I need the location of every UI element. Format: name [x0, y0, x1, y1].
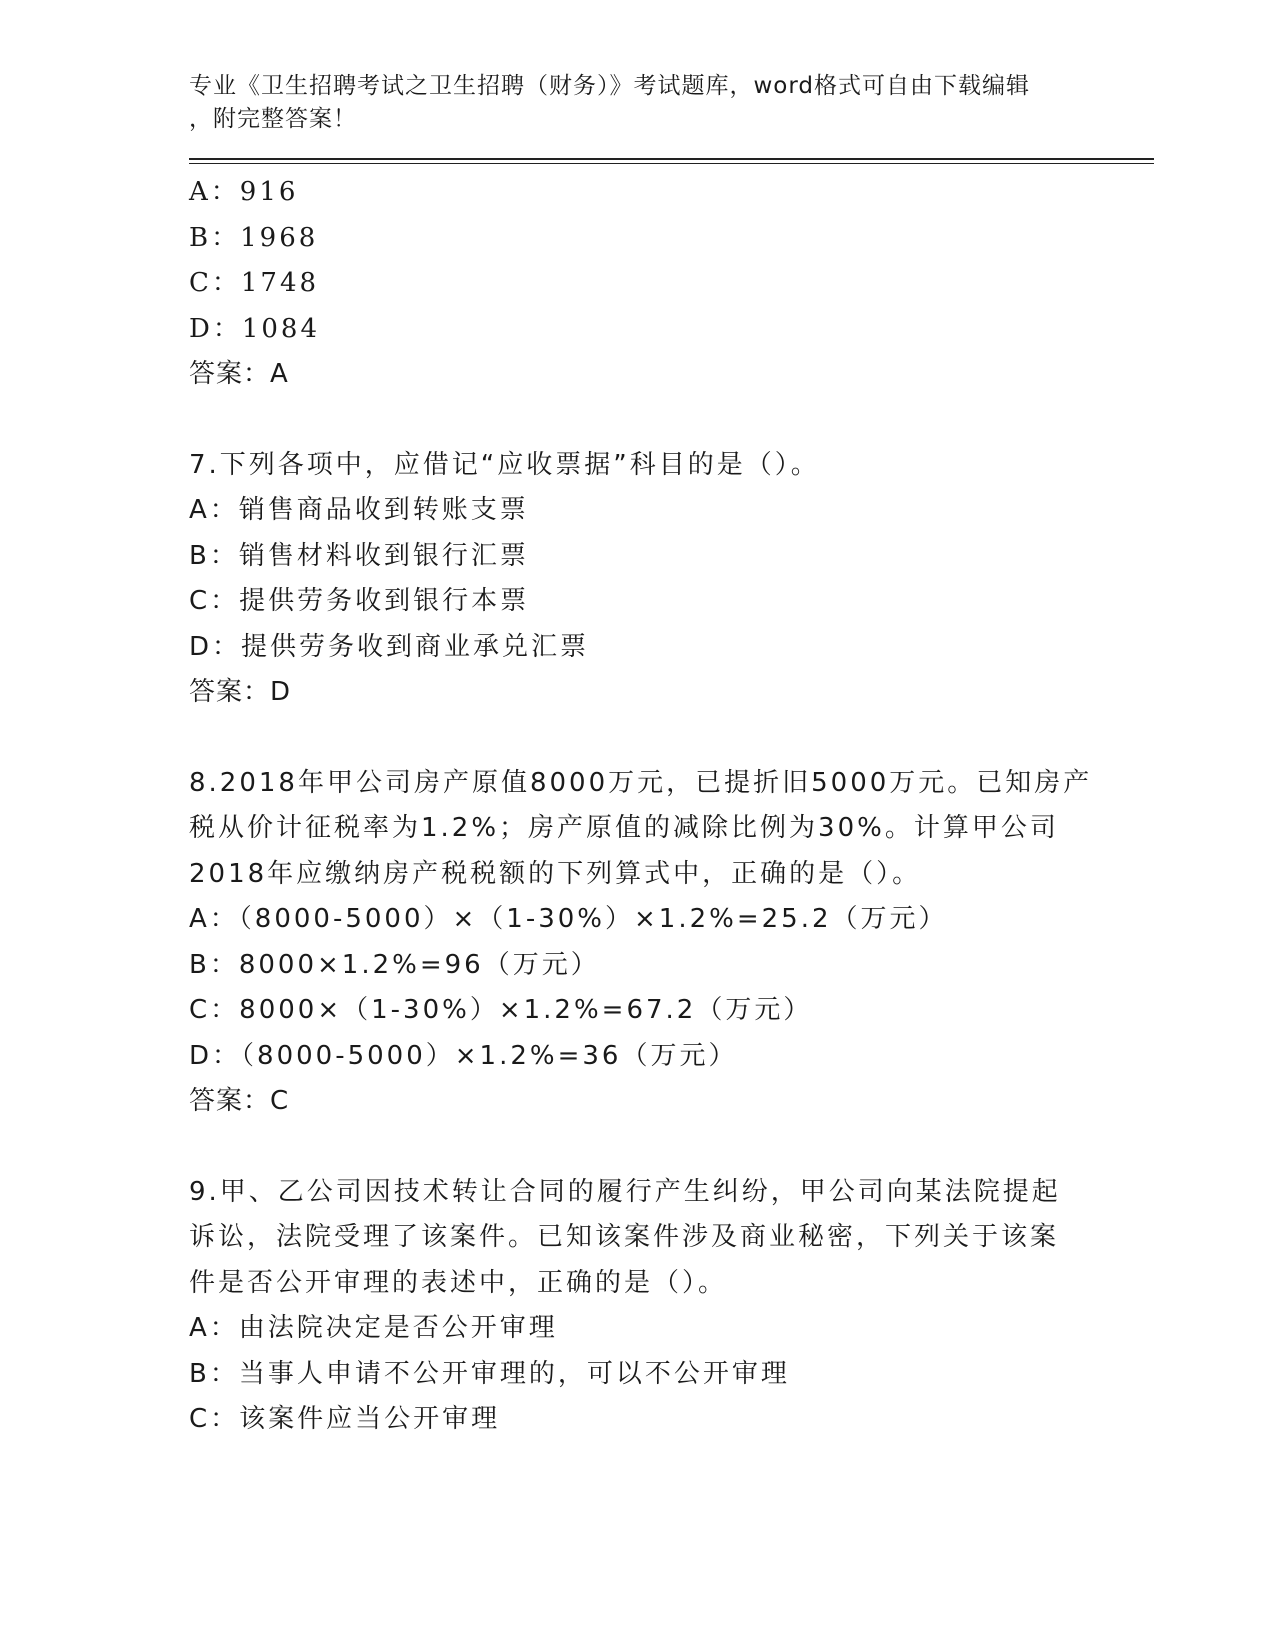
q7-option-a: A：销售商品收到转账支票 — [189, 495, 529, 525]
q9-stem-line-2: 诉讼，法院受理了该案件。已知该案件涉及商业秘密，下列关于该案 — [189, 1222, 1060, 1252]
q6-option-d: D：1084 — [189, 313, 321, 344]
q9-option-b: B：当事人申请不公开审理的，可以不公开审理 — [189, 1358, 790, 1389]
header-line-2: ，附完整答案！ — [189, 106, 357, 132]
q7-option-d: D：提供劳务收到商业承兑汇票 — [189, 631, 590, 662]
q7-answer: 答案：D — [189, 677, 292, 707]
q8-answer: 答案：C — [189, 1086, 290, 1116]
q9-option-c: C：该案件应当公开审理 — [189, 1404, 501, 1434]
header-line-1: 专业《卫生招聘考试之卫生招聘（财务）》考试题库，word格式可自由下载编辑 — [189, 73, 1031, 99]
question-8 — [189, 761, 1149, 1125]
document-header — [189, 70, 1069, 136]
q6-answer: 答案：A — [189, 359, 289, 389]
header-divider — [189, 158, 1154, 164]
q8-option-c: C：8000×（1-30%）×1.2%=67.2（万元） — [189, 995, 813, 1025]
q9-stem-line-1: 9.甲、乙公司因技术转让合同的履行产生纠纷，甲公司向某法院提起 — [189, 1176, 1061, 1207]
question-6 — [189, 170, 1149, 398]
q6-option-b: B：1968 — [189, 222, 319, 253]
question-9 — [189, 1170, 1149, 1443]
q6-option-c: C：1748 — [189, 268, 320, 298]
document-page — [189, 70, 1149, 1443]
q9-option-a: A：由法院决定是否公开审理 — [189, 1313, 558, 1343]
q7-option-b: B：销售材料收到银行汇票 — [189, 540, 529, 571]
q8-stem-line-3: 2018年应缴纳房产税税额的下列算式中，正确的是（）。 — [189, 858, 922, 889]
q9-stem-line-3: 件是否公开审理的表述中，正确的是（）。 — [189, 1267, 728, 1298]
q8-stem-line-1: 8.2018年甲公司房产原值8000万元，已提折旧5000万元。已知房产 — [189, 767, 1093, 798]
q7-option-c: C：提供劳务收到银行本票 — [189, 586, 530, 616]
q7-stem: 7.下列各项中，应借记“应收票据”科目的是（）。 — [189, 449, 820, 480]
question-7 — [189, 443, 1149, 716]
q8-option-a: A：（8000-5000）×（1-30%）×1.2%=25.2（万元） — [189, 904, 948, 934]
q6-option-a: A：916 — [189, 177, 299, 207]
q8-option-d: D：（8000-5000）×1.2%=36（万元） — [189, 1040, 738, 1071]
q8-stem-line-2: 税从价计征税率为1.2%；房产原值的减除比例为30%。计算甲公司 — [189, 813, 1059, 843]
q8-option-b: B：8000×1.2%=96（万元） — [189, 949, 600, 980]
